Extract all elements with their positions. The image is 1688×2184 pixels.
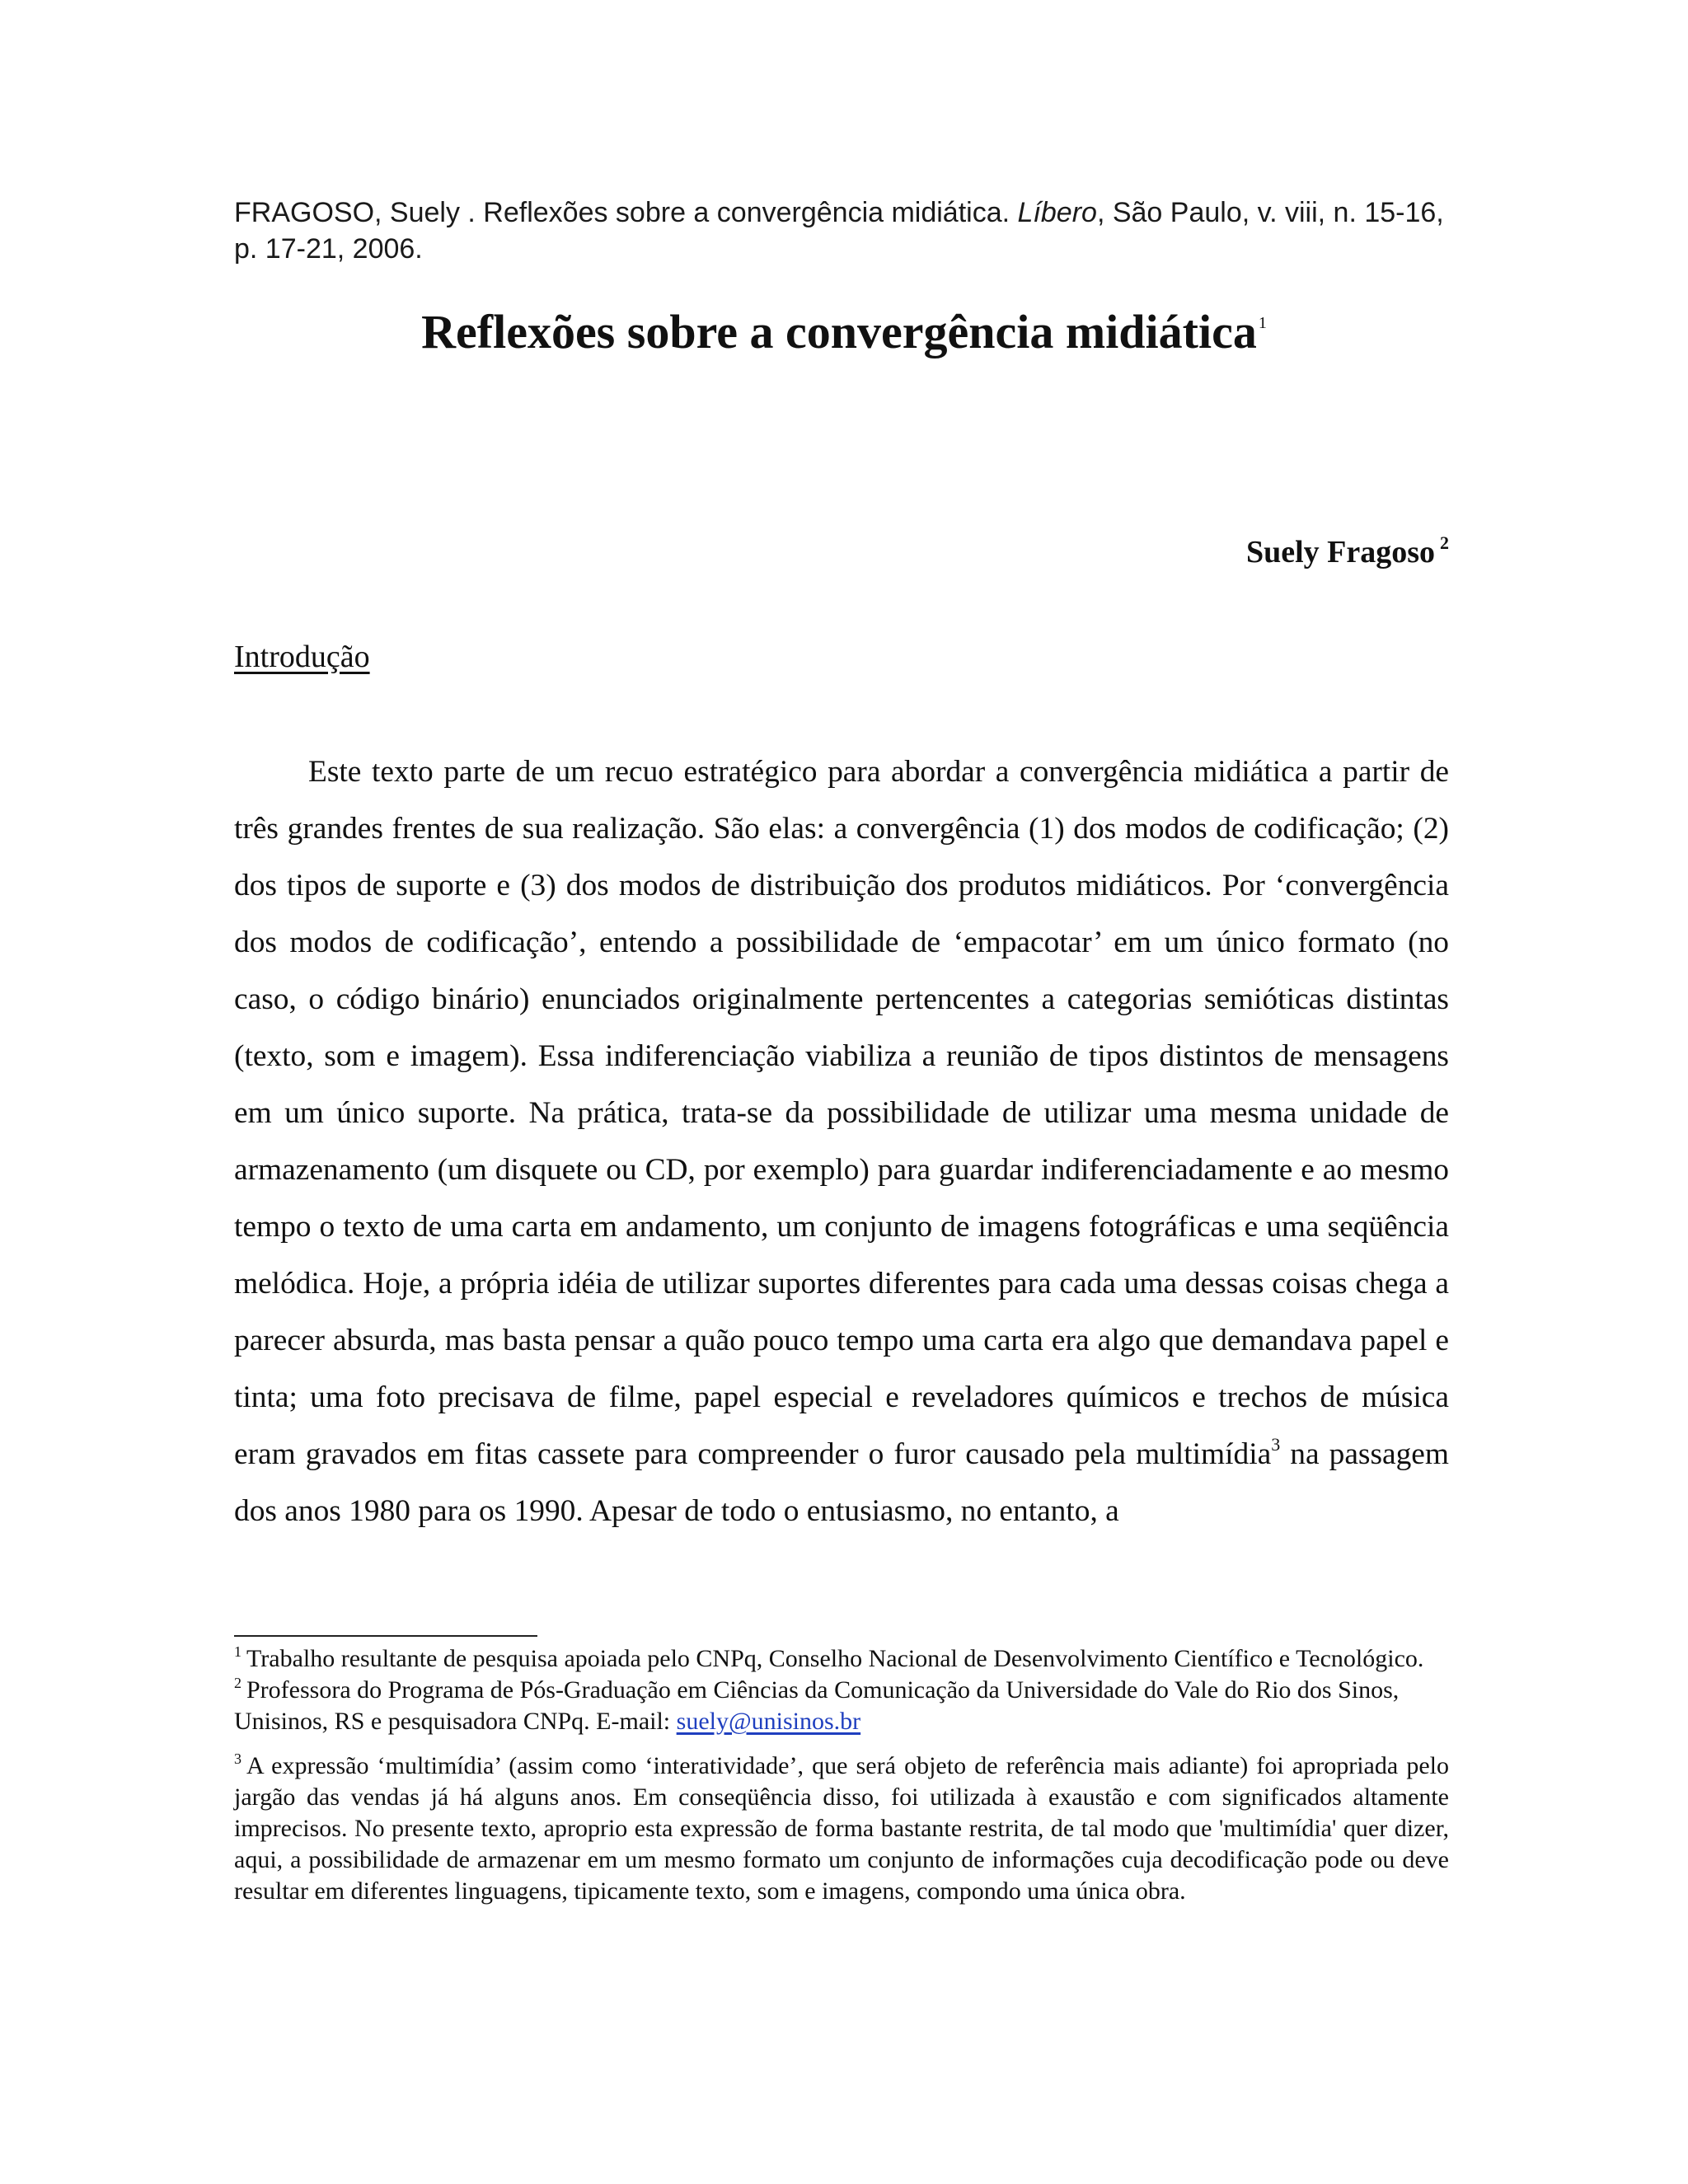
email-link[interactable]: suely@unisinos.br: [676, 1708, 861, 1735]
footnote-3-text: A expressão ‘multimídia’ (assim como ‘interatividade’, que será objeto de referência mais adiante) foi apropriada pelo jargão das vendas já há alguns anos. Em conseqüência disso, foi utilizada à exaustão e com significados altamente imprecisos. No presente texto, aproprio esta expressão de forma bastante restrita, de tal modo que 'multimídia' quer dizer, aqui, a possibilidade de armazenar em um mesmo formato um conjunto de informações cuja decodificação pode ou deve resultar em diferentes linguagens, tipicamente texto, som e imagens, compondo uma única obra.: [234, 1752, 1449, 1905]
title-text: Reflexões sobre a convergência midiática: [421, 305, 1257, 359]
footnote-2-mark: 2: [234, 1675, 241, 1691]
citation-journal: Líbero: [1017, 197, 1097, 228]
citation-pages-year: p. 17-21, 2006.: [234, 233, 423, 265]
page-title: [234, 290, 1454, 365]
footnote-1: [234, 1643, 1449, 1675]
citation-details: , São Paulo, v. viii, n. 15-16,: [1096, 197, 1444, 228]
footnote-3: [234, 1750, 1449, 1907]
footnote-2: [234, 1675, 1449, 1737]
body-paragraph: [234, 743, 1449, 1540]
citation-header: [234, 194, 1454, 267]
title-footnote-mark[interactable]: 1: [1258, 314, 1267, 332]
footnote-3-mark: 3: [234, 1750, 241, 1767]
body-paragraph-part2: na passagem dos anos 1980 para os 1990. Apesar de todo o entusiasmo, no entanto, a: [234, 1437, 1449, 1528]
section-heading-introducao: Introdução: [234, 640, 370, 674]
footnote-divider: [234, 1635, 537, 1637]
author-name: Suely Fragoso: [1245, 535, 1435, 569]
body-paragraph-part1: Este texto parte de um recuo estratégico para abordar a convergência midiática a partir de três grandes frentes de sua realização. São elas: a convergência (1) dos modos de codificação; (2) dos tipos de suporte e (3) dos modos de distribuição dos produtos midiáticos. Por ‘convergência dos modos de codificação’, entendo a possibilidade de ‘empacotar’ em um único formato (no caso, o código binário) enunciados originalmente pertencentes a categorias semióticas distintas (texto, som e imagem). Essa indiferenciação viabiliza a reunião de tipos distintos de mensagens em um único suporte. Na prática, trata-se da possibilidade de utilizar uma mesma unidade de armazenamento (um disquete ou CD, por exemplo) para guardar indiferenciadamente e ao mesmo tempo o texto de uma carta em andamento, um conjunto de imagens fotográficas e uma seqüência melódica. Hoje, a própria idéia de utilizar suportes diferentes para cada uma dessas coisas chega a parecer absurda, mas basta pensar a quão pouco tempo uma carta era algo que demandava papel e tinta; uma foto precisava de filme, papel especial e reveladores químicos e trechos de música eram gravados em fitas cassete para compreender o furor causado pela multimídia: [234, 755, 1449, 1471]
footnotes-section: [234, 1643, 1449, 1907]
footnote-1-text: Trabalho resultante de pesquisa apoiada pelo CNPq, Conselho Nacional de Desenvolvimento Científico e Tecnológico.: [246, 1645, 1424, 1672]
author-footnote-mark[interactable]: 2: [1440, 532, 1449, 553]
citation-authors: FRAGOSO, Suely . Reflexões sobre a convergência midiática.: [234, 197, 1018, 228]
footnote-2-text: Professora do Programa de Pós-Graduação em Ciências da Comunicação da Universidade do Vale do Rio dos Sinos, Unisinos, RS e pesquisadora CNPq. E-mail:: [234, 1676, 1400, 1735]
body-footnote-mark-3[interactable]: 3: [1271, 1434, 1281, 1455]
footnote-1-mark: 1: [234, 1643, 241, 1660]
author-byline: [234, 523, 1449, 573]
